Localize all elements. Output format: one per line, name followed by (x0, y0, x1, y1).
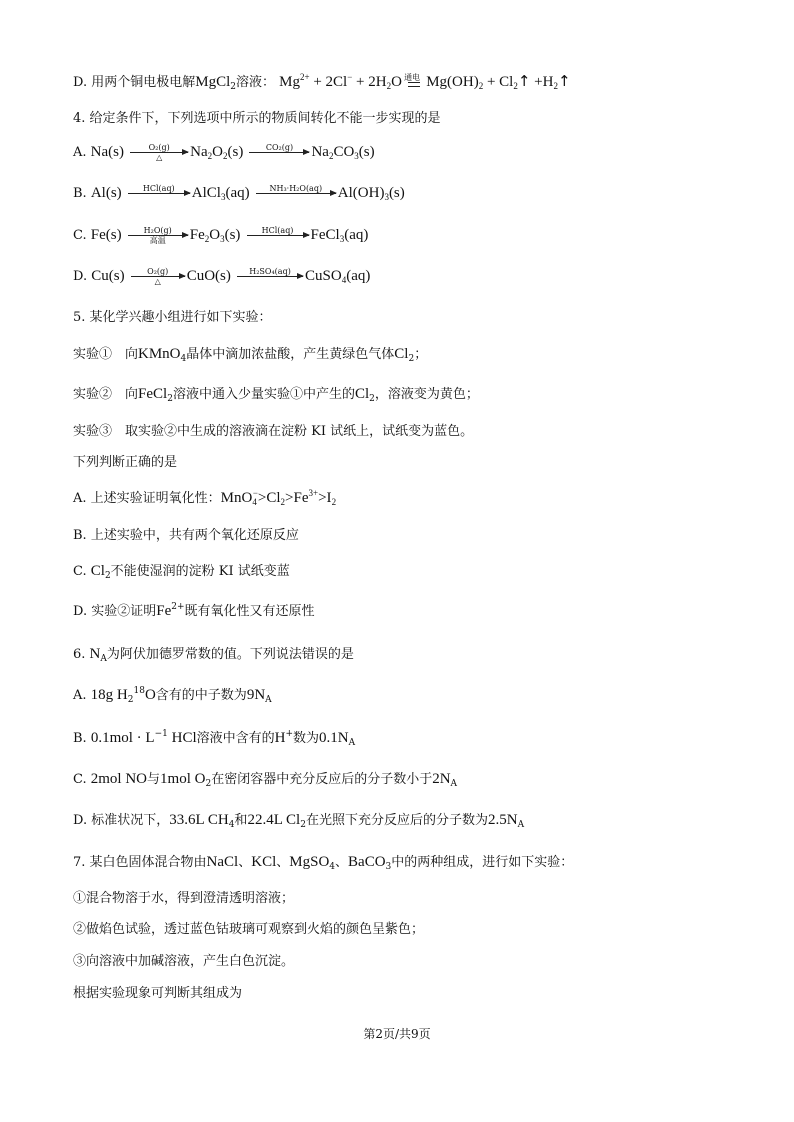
gas-arrow-icon: ↑ (557, 72, 571, 90)
q5-option-b: B. 上述实验中，共有两个氧化还原反应 (73, 528, 299, 543)
reaction-arrow: CO₂(g) (249, 143, 309, 162)
q4-option-c: C. Fe(s) H₂O(g) 高温 $Fe_2O_3(s)$ HCl(aq) FeCl$_3$(aq) (73, 226, 369, 245)
q7-step-3: ③向溶液中加碱溶液，产生白色沉淀。 (73, 954, 295, 969)
q4-option-b: B. Al(s) HCl(aq) AlCl$_3$(aq) NH₃·H₂O(aq) $Al(OH)_3(s)$ (73, 184, 405, 202)
q6-option-a: A. 18g $H_2^{18}O$含有的中子数为$9N_A$ (73, 686, 272, 705)
question-6-title: 6. $N_A$为阿伏加德罗常数的值。下列说法错误的是 (73, 646, 354, 664)
reaction-arrow: H₂SO₄(aq) (237, 267, 303, 286)
q4-option-d: D. Cu(s) O₂(g) △ CuO(s) H₂SO₄(aq) CuSO$_4$(aq) (73, 267, 371, 286)
q6-option-d: D. 标准状况下，33.6L $CH_4$和22.4L $Cl_2$在光照下充分反应后的分子数为$2.5N_A$ (73, 812, 525, 830)
q5-option-a: A. 上述实验证明氧化性：$MnO_4^->Cl_2>Fe^{3+}>I_2$ (73, 488, 337, 507)
reaction-arrow: O₂(g) △ (131, 267, 185, 286)
page-number: 第2页/共9页 (363, 1027, 431, 1041)
reaction-arrow: O₂(g) △ (130, 143, 188, 162)
q7-prompt: 根据实验现象可判断其组成为 (73, 986, 243, 1001)
q5-option-c: C. $Cl_2$不能使湿润的淀粉 KI 试纸变蓝 (73, 563, 290, 581)
experiment-3: 实验③ 取实验②中生成的溶液滴在淀粉 KI 试纸上，试纸变为蓝色。 (73, 424, 474, 439)
reaction-arrow: H₂O(g) 高温 (128, 226, 188, 245)
q5-option-d: D. 实验②证明$Fe^{2+}$既有氧化性又有还原性 (73, 602, 315, 619)
question-5-title: 5. 某化学兴趣小组进行如下实验： (73, 310, 272, 325)
reaction-arrow: HCl(aq) (247, 226, 309, 245)
reaction-arrow: NH₃·H₂O(aq) (256, 184, 336, 203)
q7-step-2: ②做焰色试验，透过蓝色钴玻璃可观察到火焰的颜色呈紫色； (73, 922, 425, 937)
question-7-title: 7. 某白色固体混合物由NaCl、KCl、MgSO$_4$、BaCO$_3$中的两种组成，进行如下实验： (73, 854, 574, 872)
question-4-title: 4. 给定条件下，下列选项中所示的物质间转化不能一步实现的是 (73, 111, 441, 126)
q4-option-a: A. Na(s) O₂(g) △ $Na_2O_2(s)$ CO₂(g) $Na_2CO_3(s)$ (73, 143, 375, 162)
electrolysis-equals-sign: 通电 (408, 73, 420, 93)
q7-step-1: ①混合物溶于水，得到澄清透明溶液； (73, 891, 295, 906)
q6-option-b: B. $0.1mol \cdot L^{-1}$ HCl溶液中含有的H+数为$0.1N_A$ (73, 729, 356, 748)
option-d-electrolysis: D. 用两个铜电极电解MgCl$_2$溶液： $Mg^{2+} + 2Cl^- + 2H_2O$ 通电 $Mg(OH)_2$ + $Cl_2↑$ $+H_2↑$ (73, 72, 571, 92)
q5-prompt: 下列判断正确的是 (73, 455, 178, 470)
experiment-1: 实验① 向KMnO$_4$晶体中滴加浓盐酸，产生黄绿色气体$Cl_2$； (73, 346, 428, 364)
gas-arrow-icon: ↑ (517, 72, 531, 90)
q6-option-c: C. 2mol NO与1mol $O_2$在密闭容器中充分反应后的分子数小于$2N_A$ (73, 771, 458, 789)
experiment-2: 实验② 向FeCl$_2$溶液中通入少量实验①中产生的$Cl_2$，溶液变为黄色； (73, 386, 479, 404)
reaction-arrow: HCl(aq) (128, 184, 190, 203)
